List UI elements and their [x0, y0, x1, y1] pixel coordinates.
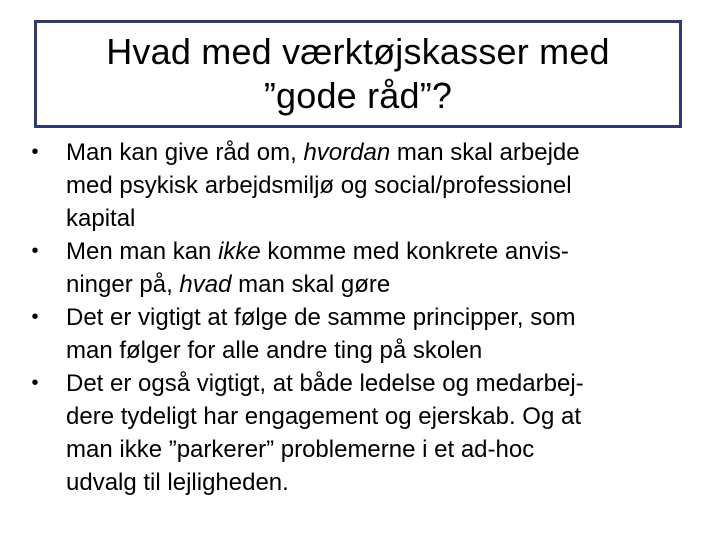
bullet-marker: •: [31, 306, 39, 328]
text-run: Men man kan: [66, 238, 219, 265]
text-run: man skal arbejde: [390, 139, 580, 166]
bullet-text-line: [66, 400, 690, 433]
bullet-text-line: [66, 334, 690, 367]
bullet-item: [30, 235, 690, 301]
bullet-text-line: [66, 235, 690, 268]
text-run: man skal gøre: [231, 271, 391, 298]
text-run: Det er også vigtigt, at både ledelse og medarbej-: [66, 370, 584, 397]
slide-title-line-2: ”gode råd”?: [263, 75, 453, 116]
bullet-text-line: [66, 136, 690, 169]
bullet-list: [30, 136, 690, 499]
bullet-text-line: [66, 268, 690, 301]
bullet-text-line: [66, 301, 690, 334]
text-run: man følger for alle andre ting på skolen: [66, 337, 483, 364]
bullet-text-line: [66, 466, 690, 499]
italic-text-run: hvad: [179, 271, 232, 298]
text-run: Det er vigtigt at følge de samme principper, som: [66, 304, 576, 331]
bullet-marker: •: [31, 240, 39, 262]
text-run: Man kan give råd om,: [66, 139, 304, 166]
text-run: dere tydeligt har engagement og ejerskab. Og at: [66, 403, 581, 430]
slide-title-box: [34, 20, 682, 128]
text-run: komme med konkrete anvis-: [260, 238, 569, 265]
italic-text-run: hvordan: [303, 139, 391, 166]
bullet-text-line: [66, 169, 690, 202]
italic-text-run: ikke: [218, 238, 261, 265]
bullet-item: [30, 301, 690, 367]
bullet-item: [30, 367, 690, 499]
bullet-text-line: [66, 367, 690, 400]
text-run: ninger på,: [66, 271, 180, 298]
text-run: udvalg til lejligheden.: [66, 469, 289, 496]
text-run: kapital: [66, 205, 136, 232]
bullet-text-line: [66, 433, 690, 466]
bullet-marker: •: [31, 372, 39, 394]
bullet-item: [30, 136, 690, 235]
text-run: med psykisk arbejdsmiljø og social/professionel: [66, 172, 572, 199]
text-run: man ikke ”parkerer” problemerne i et ad-hoc: [66, 436, 535, 463]
bullet-text-line: [66, 202, 690, 235]
bullet-marker: •: [31, 141, 39, 163]
slide-title-line-1: Hvad med værktøjskasser med: [106, 31, 610, 72]
